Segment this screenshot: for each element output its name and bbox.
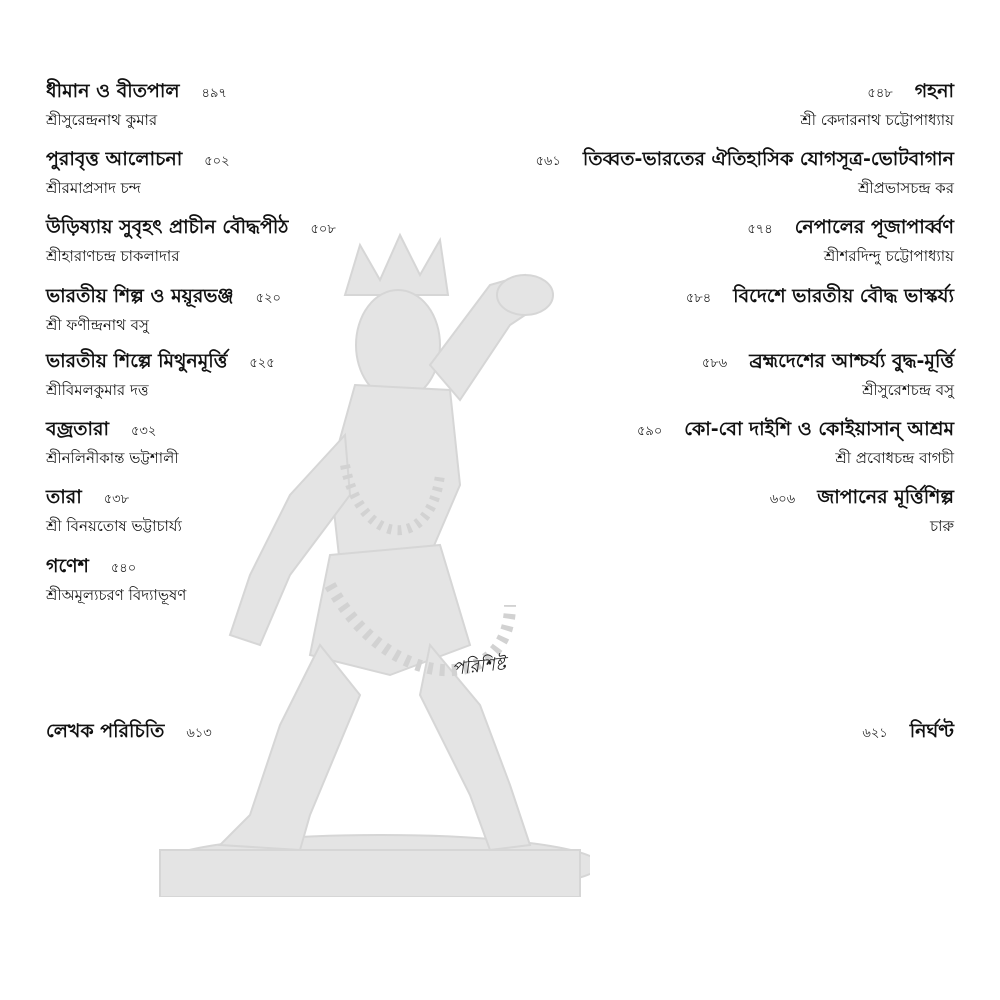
toc-entry[interactable] <box>46 214 336 266</box>
entry-author: শ্রী ফণীন্দ্রনাথ বসু <box>46 316 149 334</box>
toc-entry[interactable] <box>747 214 954 266</box>
appendix-signature: পরিশিষ্ট <box>450 653 507 680</box>
entry-title: গণেশ <box>46 555 89 577</box>
entry-title: পুরাবৃত্ত আলোচনা <box>46 148 183 170</box>
page-number: ৫৩২ <box>130 424 157 439</box>
entry-title: ভারতীয় শিল্প ও ময়ূরভঞ্জ <box>46 285 234 307</box>
page-number: ৫৪৮ <box>867 86 893 101</box>
entry-author: শ্রীপ্রভাসচন্দ্র কর <box>858 179 954 197</box>
page-number: ৫৭৪ <box>747 222 773 237</box>
page-number: ৫০৮ <box>310 222 336 237</box>
entry-title: উড়িষ্যায় সুবৃহৎ প্রাচীন বৌদ্ধপীঠ <box>46 216 289 238</box>
page-number: ৫৩৮ <box>103 492 130 507</box>
page-number: ৬২১ <box>862 726 888 741</box>
page-number: ৬১৩ <box>186 726 212 741</box>
entry-title: নেপালের পূজাপার্ব্বণ <box>794 216 954 238</box>
toc-entry[interactable] <box>46 283 281 335</box>
entry-author: শ্রীবিমলকুমার দত্ত <box>46 381 149 399</box>
page-number: ৪৯৭ <box>201 86 227 101</box>
entry-author: শ্রীঅমূল্যচরণ বিদ্যাভূষণ <box>46 586 187 604</box>
page-number: ৫২৫ <box>249 356 275 371</box>
page-number: ৫৮৬ <box>701 356 728 371</box>
entry-title: নির্ঘণ্ট <box>909 720 954 742</box>
entry-title: তারা <box>46 486 82 508</box>
entry-author: শ্রীরমাপ্রসাদ চন্দ <box>46 179 141 197</box>
entry-title: কো-বো দাইশি ও কোইয়াসান্ আশ্রম <box>684 418 954 440</box>
toc-entry[interactable] <box>536 146 954 198</box>
entry-title: ব্রহ্মদেশের আশ্চর্য্য বুদ্ধ-মূর্ত্তি <box>749 350 954 372</box>
toc-entry[interactable] <box>46 146 230 198</box>
entry-title: বিদেশে ভারতীয় বৌদ্ধ ভাস্কর্য্য <box>733 285 954 307</box>
toc-entry[interactable] <box>46 484 182 536</box>
entry-author: শ্রীহারাণচন্দ্র চাকলাদার <box>46 247 180 265</box>
page-number: ৫৯০ <box>636 424 663 439</box>
entry-title: গহনা <box>914 80 954 102</box>
toc-entry[interactable] <box>46 416 179 468</box>
entry-title: ধীমান ও বীতপাল <box>46 80 180 102</box>
entry-author: শ্রী বিনয়তোষ ভট্টাচার্য্য <box>46 517 182 535</box>
entry-author: শ্রীসুরেশচন্দ্র বসু <box>862 381 954 399</box>
page-number: ৫৬১ <box>535 154 561 169</box>
page-number: ৫২০ <box>255 291 282 306</box>
entry-author: শ্রী কেদারনাথ চট্টোপাধ্যায় <box>800 111 954 129</box>
toc-entry[interactable] <box>686 283 954 309</box>
entry-title: তিব্বত-ভারতের ঐতিহাসিক যোগসূত্র-ভোটবাগান <box>582 148 954 170</box>
entry-title: বজ্রতারা <box>46 418 109 440</box>
toc-entry[interactable] <box>702 348 954 400</box>
toc-entry-author-bios[interactable] <box>46 718 212 744</box>
entry-title: লেখক পরিচিতি <box>46 720 165 742</box>
entry-title: ভারতীয় শিল্পে মিথুনমূর্ত্তি <box>46 350 228 372</box>
page-number: ৬০৬ <box>769 492 796 507</box>
toc-entry[interactable] <box>800 78 954 130</box>
entry-author: শ্রীনলিনীকান্ত ভট্টশালী <box>46 449 179 467</box>
entry-title: জাপানের মূর্ত্তিশিল্প <box>817 486 954 508</box>
page-number: ৫০২ <box>204 154 230 169</box>
toc-entry[interactable] <box>46 348 275 400</box>
toc-entry[interactable] <box>770 484 954 536</box>
entry-author: শ্রীশরদিন্দু চট্টোপাধ্যায় <box>823 247 954 265</box>
toc-entry[interactable] <box>637 416 954 468</box>
entry-author: শ্রীসুরেন্দ্রনাথ কুমার <box>46 111 158 129</box>
entry-author: চারু <box>930 517 954 535</box>
entry-author: শ্রী প্রবোধচন্দ্র বাগচী <box>835 449 954 467</box>
page-number: ৫৪০ <box>110 561 137 576</box>
page-number: ৫৮৪ <box>685 291 712 306</box>
toc-entry-index[interactable] <box>862 718 954 744</box>
toc-entry[interactable] <box>46 78 227 130</box>
toc-entry[interactable] <box>46 553 186 605</box>
